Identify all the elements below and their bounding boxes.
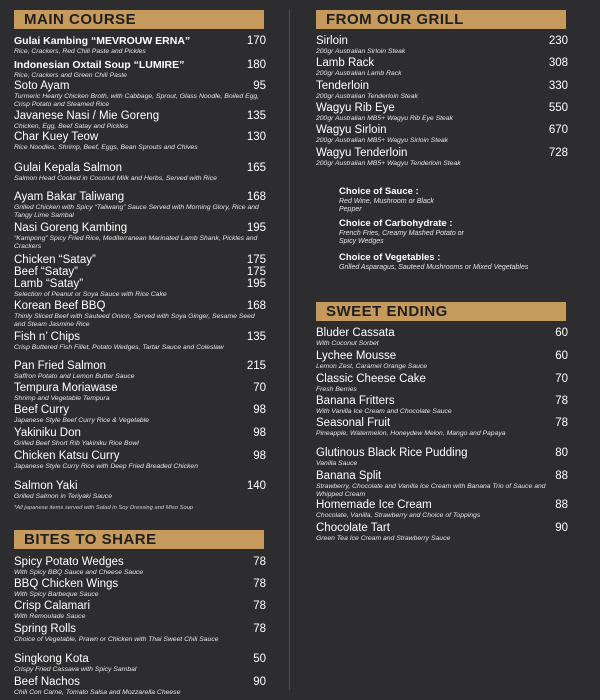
menu-item-row	[316, 447, 568, 459]
menu-item-price: 215	[246, 360, 266, 372]
menu-item-description: Selection of Peanut or Soya Sauce with Rice Cake	[14, 291, 167, 298]
menu-item-description: Grilled Salmon in Teriyaki Sauce	[14, 493, 112, 500]
menu-item	[316, 522, 568, 543]
menu-item-row	[316, 373, 568, 385]
menu-item-name: BBQ Chicken Wings	[14, 578, 119, 590]
menu-item-name: Gulai Kepala Salmon	[14, 162, 123, 174]
menu-item-row	[14, 360, 266, 372]
menu-item-name: Char Kuey Teow	[14, 131, 99, 143]
menu-item	[14, 278, 266, 299]
menu-item-price: 308	[548, 57, 568, 69]
menu-item-price: 550	[548, 102, 568, 114]
menu-item-row	[14, 578, 266, 590]
menu-item-name: Tempura Moriawase	[14, 382, 118, 394]
menu-item-description: Grilled Chicken with Spicy “Taliwang” Sauce Served with Morning Glory, Rice and Tangy Lime Sambal	[14, 204, 259, 219]
menu-item-row	[14, 278, 266, 290]
menu-item-row	[14, 331, 266, 343]
menu-item-description: Saffron Potato and Lemon Butter Sauce	[14, 373, 135, 380]
grill-choice-title: Choice of Sauce :	[339, 186, 419, 197]
menu-item-price: 175	[246, 266, 266, 278]
menu-item	[14, 623, 266, 644]
menu-item-price: 50	[253, 653, 266, 665]
menu-item-price: 170	[246, 35, 266, 47]
menu-item	[316, 373, 568, 394]
menu-item-row	[316, 417, 568, 429]
menu-item-description: Shrimp and Vegetable Tempura	[14, 395, 110, 402]
menu-item-row	[316, 35, 568, 47]
menu-item-name: Lychee Mousse	[316, 350, 397, 362]
menu-item-name: Soto Ayam	[14, 80, 70, 92]
menu-item	[14, 80, 266, 108]
menu-item-name: Tenderloin	[316, 80, 370, 92]
menu-item-row	[14, 300, 266, 312]
menu-item	[316, 57, 568, 78]
menu-item-name: Ayam Bakar Taliwang	[14, 191, 125, 203]
menu-item-description: Turmeric Hearty Chicken Broth, with Cabbage, Sprout, Glass Noodle, Boiled Egg, Crisp Potato and Steamed Rice	[14, 93, 260, 108]
menu-item-description: 200gr Australian Tenderloin Steak	[316, 93, 418, 100]
menu-item-row	[316, 327, 568, 339]
main-course-header: MAIN COURSE	[14, 10, 264, 29]
sweet-ending-header: SWEET ENDING	[316, 302, 566, 321]
menu-item-description: With Vanilla Ice Cream and Chocolate Sauce	[316, 408, 452, 415]
menu-item-name: Lamb Rack	[316, 57, 375, 69]
menu-item-price: 60	[555, 327, 568, 339]
grill-choice	[339, 218, 559, 246]
menu-item-description: With Spicy Barbeque Sauce	[14, 591, 99, 598]
menu-item	[14, 427, 266, 448]
menu-item-name: Bluder Cassata	[316, 327, 395, 339]
menu-item-description: Japanese Style Beef Curry Rice & Vegetable	[14, 417, 150, 424]
menu-item	[316, 124, 568, 145]
menu-item-name: Salmon Yaki	[14, 480, 78, 492]
menu-item-name: Javanese Nasi / Mie Goreng	[14, 110, 160, 122]
menu-item-price: 90	[555, 522, 568, 534]
menu-item	[316, 395, 568, 416]
menu-item-price: 130	[246, 131, 266, 143]
menu-item-row	[14, 254, 266, 266]
menu-item-name: Beef “Satay”	[14, 266, 78, 278]
menu-item-name: Beef Nachos	[14, 676, 80, 688]
menu-item	[14, 254, 266, 266]
menu-item-row	[316, 57, 568, 69]
menu-item-name: Yakiniku Don	[14, 427, 81, 439]
menu-item	[316, 35, 568, 56]
menu-item-row	[316, 80, 568, 92]
menu-item-description: Green Tea Ice Cream and Strawberry Sauce	[316, 535, 451, 542]
menu-item-row	[14, 600, 266, 612]
grill-choice	[339, 186, 559, 214]
menu-item-row	[316, 499, 568, 511]
menu-item-price: 88	[555, 499, 568, 511]
menu-item-price: 98	[253, 427, 266, 439]
menu-item	[316, 470, 568, 498]
menu-item-price: 78	[555, 395, 568, 407]
menu-item-name: Homemade Ice Cream	[316, 499, 432, 511]
menu-item-row	[316, 395, 568, 407]
menu-item	[14, 331, 266, 352]
menu-item	[316, 417, 568, 438]
menu-item-price: 175	[246, 254, 266, 266]
menu-item	[14, 404, 266, 425]
menu-item-description: Lemon Zest, Caramel Orange Sauce	[316, 363, 428, 370]
menu-item-row	[14, 556, 266, 568]
japanese-items-note: *All japanese items served with Salad in Soy Dressing and Miso Soup	[14, 505, 194, 511]
menu-item-name: Lamb “Satay”	[14, 278, 84, 290]
menu-item-price: 70	[555, 373, 568, 385]
menu-item-description: Chocolate, Vanilla, Strawberry and Choice of Toppings	[316, 512, 481, 519]
menu-item-price: 168	[246, 191, 266, 203]
menu-item	[14, 191, 266, 219]
menu-item-name: Crisp Calamari	[14, 600, 91, 612]
menu-item-description: Salmon Head Cooked in Coconut Milk and Herbs, Served with Rice	[14, 175, 217, 182]
menu-item	[14, 600, 266, 621]
grill-header: FROM OUR GRILL	[316, 10, 566, 29]
menu-item-row	[14, 35, 266, 47]
menu-item-row	[14, 59, 266, 71]
menu-item-row	[14, 427, 266, 439]
menu-item-description: Rice, Crackers and Green Chili Paste	[14, 72, 127, 79]
column-divider	[289, 10, 290, 690]
menu-item-name: Wagyu Sirloin	[316, 124, 387, 136]
menu-item-row	[14, 191, 266, 203]
menu-item	[316, 350, 568, 371]
menu-item-price: 135	[246, 110, 266, 122]
grill-choice-title: Choice of Carbohydrate :	[339, 218, 453, 229]
menu-item-description: Rice Noodles, Shrimp, Beef, Eggs, Bean Sprouts and Chives	[14, 144, 198, 151]
menu-item-name: Wagyu Tenderloin	[316, 147, 408, 159]
bites-header: BITES TO SHARE	[14, 530, 264, 549]
menu-item-description: Vanilla Sauce	[316, 460, 358, 467]
menu-item	[14, 480, 266, 501]
menu-item-description: 200gr Australian MB5+ Wagyu Rib Eye Steak	[316, 115, 453, 122]
menu-item	[316, 80, 568, 101]
menu-item-description: Chili Con Carne, Tomato Salsa and Mozzarella Cheese	[14, 689, 181, 696]
menu-item-row	[316, 470, 568, 482]
grill-choice	[339, 252, 559, 272]
grill-choice-description: Red Wine, Mushroom or Black Pepper	[339, 198, 434, 213]
menu-item-description: Thinly Sliced Beef with Sauteed Onion, Served with Soya Ginger, Sesame Seed and Steam Jasmine Rice	[14, 313, 255, 328]
menu-item-row	[316, 147, 568, 159]
menu-item-price: 135	[246, 331, 266, 343]
menu-item-row	[14, 480, 266, 492]
grill-choice-description: Grilled Asparagus, Sauteed Mushrooms or Mixed Vegetables	[339, 264, 529, 271]
menu-item-price: 60	[555, 350, 568, 362]
grill-choice-title: Choice of Vegetables :	[339, 252, 441, 263]
menu-item-name: Chicken “Satay”	[14, 254, 96, 266]
menu-item-row	[14, 382, 266, 394]
menu-item	[14, 360, 266, 381]
menu-item-price: 90	[253, 676, 266, 688]
menu-item-name: Beef Curry	[14, 404, 69, 416]
menu-item-name: Pan Fried Salmon	[14, 360, 107, 372]
menu-item-description: With Spicy BBQ Sauce and Cheese Sauce	[14, 569, 144, 576]
menu-item-row	[14, 266, 266, 278]
menu-item	[14, 450, 266, 471]
menu-item-description: 200gr Australian Sirloin Steak	[316, 48, 406, 55]
menu-item-price: 70	[253, 382, 266, 394]
menu-item-price: 168	[246, 300, 266, 312]
menu-item-name: Classic Cheese Cake	[316, 373, 426, 385]
menu-item	[14, 653, 266, 674]
menu-item-description: Crisp Buttered Fish Fillet, Potato Wedges, Tartar Sauce and Coleslaw	[14, 344, 224, 351]
menu-item	[316, 447, 568, 468]
menu-item-price: 80	[555, 447, 568, 459]
menu-item	[14, 266, 266, 278]
menu-item-description: With Coconut Sorbet	[316, 340, 379, 347]
menu-item-name: Spicy Potato Wedges	[14, 556, 124, 568]
menu-item-price: 98	[253, 404, 266, 416]
menu-item-description: With Remoulade Sauce	[14, 613, 86, 620]
menu-item-price: 195	[246, 278, 266, 290]
menu-item	[14, 556, 266, 577]
menu-item-price: 78	[253, 623, 266, 635]
menu-item-row	[316, 102, 568, 114]
menu-item-description: Japanese Style Curry Rice with Deep Fried Breaded Chicken	[14, 463, 198, 470]
menu-item-name: Chocolate Tart	[316, 522, 390, 534]
menu-item-row	[316, 350, 568, 362]
menu-item-name: Sirloin	[316, 35, 348, 47]
menu-item	[14, 110, 266, 131]
menu-item-name: Indonesian Oxtail Soup “LUMIRE”	[14, 59, 185, 71]
menu-item-price: 230	[548, 35, 568, 47]
menu-item-name: Singkong Kota	[14, 653, 89, 665]
menu-item-row	[316, 522, 568, 534]
menu-item	[14, 676, 266, 697]
menu-item-price: 78	[555, 417, 568, 429]
menu-item-name: Korean Beef BBQ	[14, 300, 106, 312]
menu-item-price: 330	[548, 80, 568, 92]
menu-item-description: Choice of Vegetable, Prawn or Chicken with Thai Sweet Chili Sauce	[14, 636, 219, 643]
menu-item-name: Fish n’ Chips	[14, 331, 81, 343]
menu-item-price: 78	[253, 600, 266, 612]
menu-item-price: 195	[246, 222, 266, 234]
menu-item-price: 180	[246, 59, 266, 71]
menu-item-row	[14, 222, 266, 234]
menu-item-description: Rice, Crackers, Red Chili Paste and Pickles	[14, 48, 146, 55]
menu-item-price: 728	[548, 147, 568, 159]
menu-item	[14, 222, 266, 250]
menu-item-description: 200gr Australian MB5+ Wagyu Tenderloin Steak	[316, 160, 461, 167]
menu-item-row	[14, 162, 266, 174]
menu-item-price: 140	[246, 480, 266, 492]
menu-item-name: Seasonal Fruit	[316, 417, 391, 429]
menu-item-row	[14, 404, 266, 416]
menu-item	[14, 131, 266, 152]
menu-item-row	[14, 131, 266, 143]
menu-item-description: Grilled Beef Short Rib Yakiniku Rice Bowl	[14, 440, 139, 447]
menu-item	[316, 499, 568, 520]
menu-item-row	[14, 623, 266, 635]
menu-item	[14, 578, 266, 599]
menu-item-description: Chicken, Egg, Beef Satay and Pickles	[14, 123, 129, 130]
menu-item-description: 200gr Australian MB5+ Wagyu Sirloin Steak	[316, 137, 449, 144]
menu-item	[316, 327, 568, 348]
menu-item-name: Gulai Kambing “MEVROUW ERNA”	[14, 35, 191, 47]
menu-item-row	[14, 450, 266, 462]
grill-choice-description: French Fries, Creamy Mashed Potato or Spicy Wedges	[339, 230, 464, 245]
menu-item-name: Banana Fritters	[316, 395, 395, 407]
menu-item	[14, 300, 266, 328]
menu-item-name: Wagyu Rib Eye	[316, 102, 395, 114]
menu-item-row	[14, 110, 266, 122]
menu-item	[316, 147, 568, 168]
menu-item	[316, 102, 568, 123]
menu-item-row	[14, 676, 266, 688]
menu-item-price: 78	[253, 556, 266, 568]
menu-item-description: Pineapple, Watermelon, Honeydew Melon, Mango and Papaya	[316, 430, 506, 437]
menu-item-row	[14, 80, 266, 92]
menu-item-price: 670	[548, 124, 568, 136]
menu-item-description: Crispy Fried Cassava with Spicy Sambal	[14, 666, 137, 673]
menu-item-name: Chicken Katsu Curry	[14, 450, 120, 462]
menu-item-price: 165	[246, 162, 266, 174]
menu-item-price: 88	[555, 470, 568, 482]
menu-item-name: Spring Rolls	[14, 623, 76, 635]
menu-item-description: Strawberry, Chocolate and Vanilla Ice Cream with Banana Trio of Sauce and Whipped Cream	[316, 483, 546, 498]
menu-item-row	[14, 653, 266, 665]
menu-item-price: 95	[253, 80, 266, 92]
menu-item-description: Fresh Berries	[316, 386, 357, 393]
menu-item	[14, 35, 266, 56]
menu-item	[14, 59, 266, 80]
menu-item-row	[316, 124, 568, 136]
menu-item-price: 98	[253, 450, 266, 462]
menu-item-price: 78	[253, 578, 266, 590]
menu-item-description: 200gr Australian Lamb Rack	[316, 70, 402, 77]
menu-item-name: Banana Split	[316, 470, 382, 482]
menu-item	[14, 162, 266, 183]
menu-item	[14, 382, 266, 403]
menu-item-description: “Kampong” Spicy Fried Rice, Mediterranean Marinated Lamb Shank, Pickles and Crackers	[14, 235, 258, 250]
menu-item-name: Glutinous Black Rice Pudding	[316, 447, 468, 459]
menu-item-name: Nasi Goreng Kambing	[14, 222, 128, 234]
